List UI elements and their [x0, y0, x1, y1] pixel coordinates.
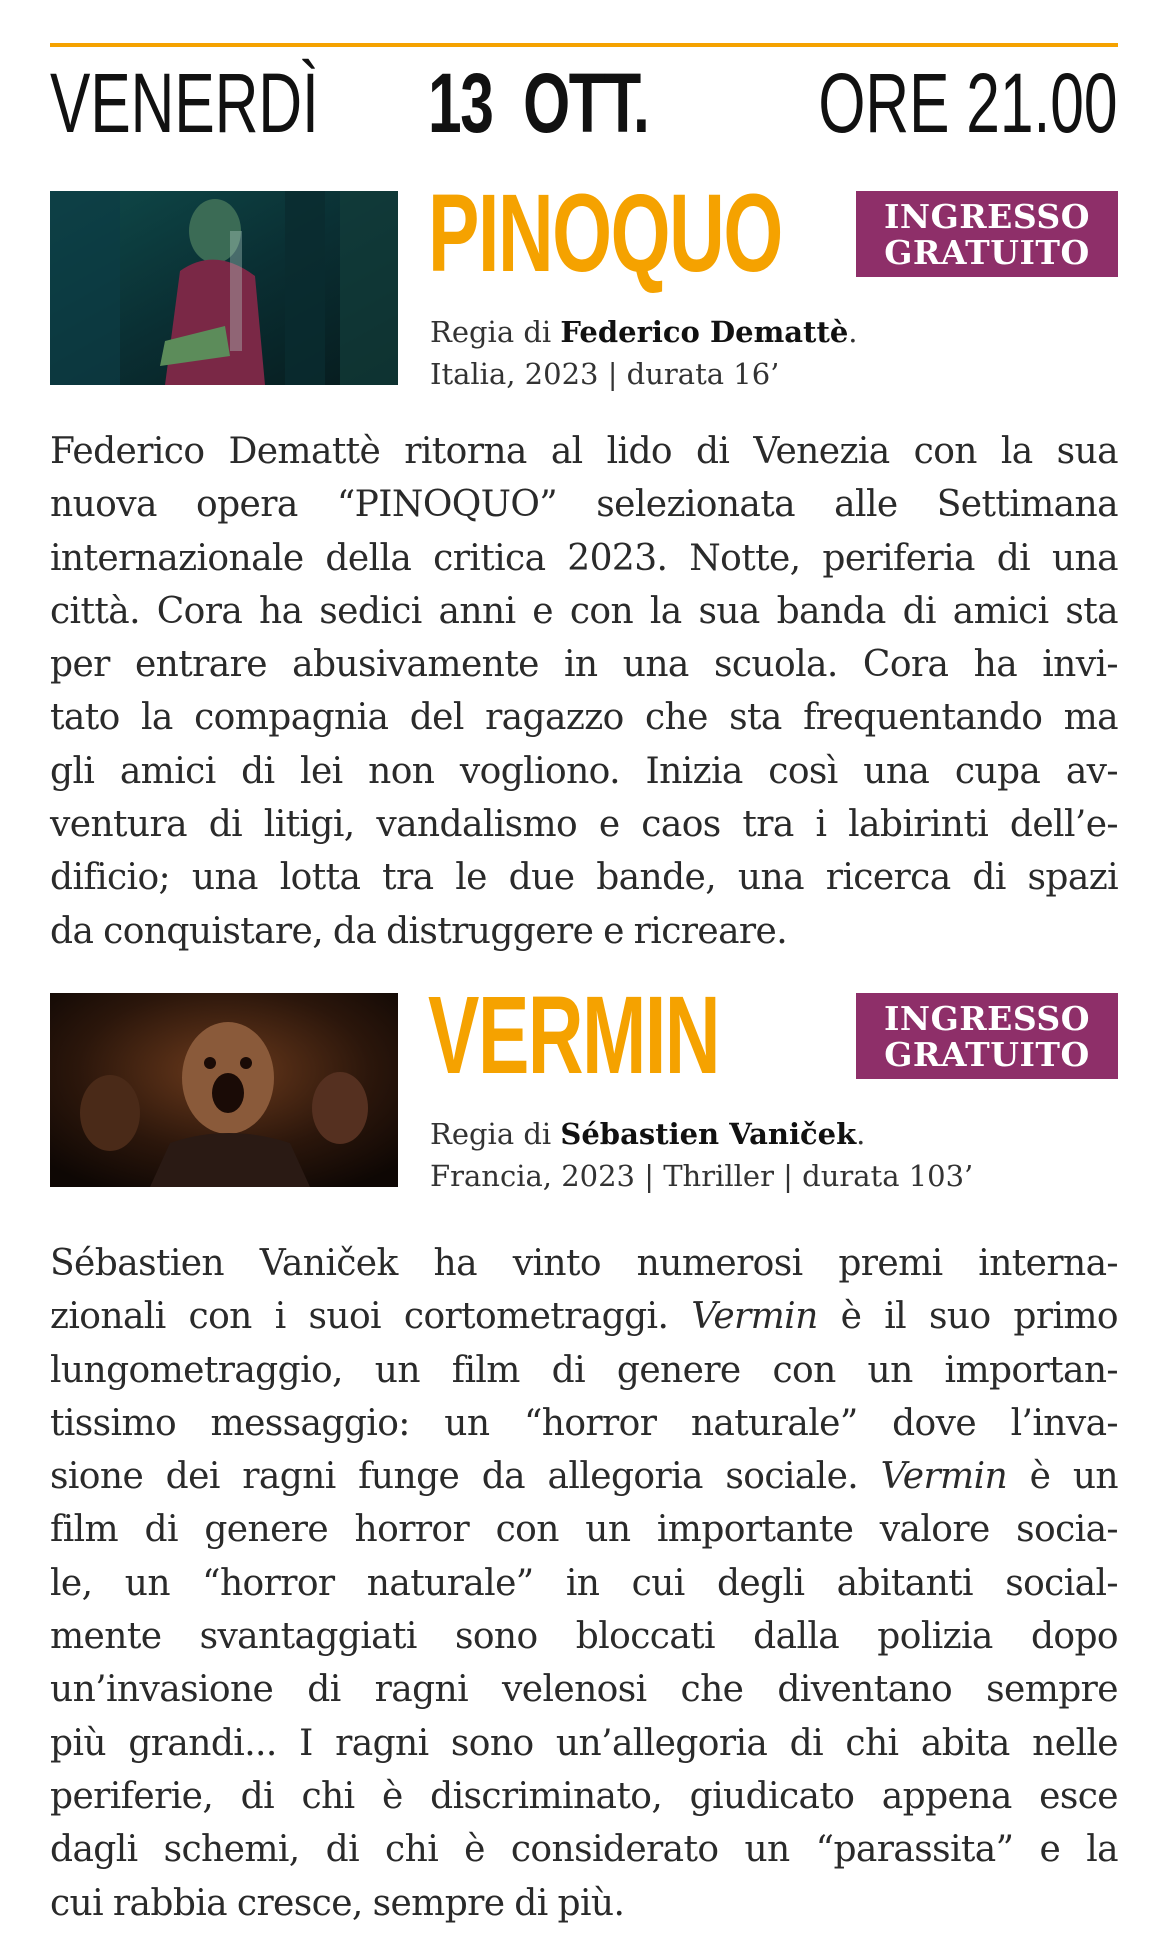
- synopsis-line: più grandi... I ragni sono un’allegoria di chi abita nelle: [50, 1722, 1118, 1764]
- badge-line-1: INGRESSO: [883, 999, 1091, 1038]
- director-line: [430, 1113, 973, 1155]
- director-suffix: .: [856, 1117, 866, 1151]
- film-still-pinoquo: [50, 191, 398, 385]
- synopsis-line: mente svantaggiati sono bloccati dalla polizia dopo: [50, 1616, 1118, 1658]
- film-title: VERMIN: [428, 974, 720, 1097]
- film-synopsis-vermin: [50, 1237, 1118, 1930]
- synopsis-line: tato la compagnia del ragazzo che sta frequentando ma: [50, 697, 1118, 739]
- synopsis-line: periferie, di chi è discriminato, giudicato appena esce: [50, 1775, 1118, 1817]
- synopsis-line: dagli schemi, di chi è considerato un “parassita” e la: [50, 1829, 1118, 1871]
- film-details: Francia, 2023 | Thriller | durata 103’: [430, 1159, 974, 1193]
- director-name: Sébastien Vaniček: [560, 1117, 857, 1151]
- synopsis-line: gli amici di lei non vogliono. Inizia così una cupa av-: [50, 750, 1118, 792]
- synopsis-line: cui rabbia cresce, sempre di più.: [50, 1882, 625, 1924]
- synopsis-line: da conquistare, da distruggere e ricreare.: [50, 910, 788, 952]
- synopsis-segment: zionali con i suoi cortometraggi.: [50, 1296, 669, 1338]
- film-credits: [430, 311, 858, 395]
- synopsis-line: lungometraggio, un film di genere con un importan-: [50, 1349, 1118, 1391]
- director-prefix: Regia di: [430, 315, 561, 349]
- synopsis-line: film di genere horror con un importante valore socia-: [50, 1509, 1118, 1551]
- film-details: Italia, 2023 | durata 16’: [430, 357, 780, 391]
- badge-line-1: INGRESSO: [883, 197, 1091, 236]
- film-synopsis-pinoquo: [50, 425, 1118, 958]
- director-prefix: Regia di: [430, 1117, 561, 1151]
- synopsis-line: ventura di litigi, vandalismo e caos tra i labirinti dell’e-: [50, 804, 1118, 846]
- event-date: 13 OTT.: [428, 56, 649, 150]
- event-day: VENERDÌ: [50, 56, 319, 150]
- event-time: ORE 21.00: [818, 56, 1118, 150]
- synopsis-line: Sébastien Vaniček ha vinto numerosi premi interna-: [50, 1243, 1118, 1284]
- synopsis-line: per entrare abusivamente in una scuola. Cora ha invi-: [50, 644, 1118, 686]
- top-rule: [50, 43, 1118, 47]
- synopsis-line: nuova opera “PINOQUO” selezionata alle Settimana: [50, 484, 1118, 526]
- film-credits: [430, 1113, 973, 1197]
- director-name: Federico Demattè: [560, 315, 849, 349]
- synopsis-line: [50, 1290, 1118, 1343]
- synopsis-line: città. Cora ha sedici anni e con la sua banda di amici sta: [50, 590, 1118, 632]
- free-entry-badge: [856, 993, 1118, 1079]
- director-suffix: .: [848, 315, 858, 349]
- film-title: PINOQUO: [428, 172, 782, 295]
- free-entry-badge: [856, 191, 1118, 277]
- date-header: [50, 58, 1118, 148]
- synopsis-line: tissimo messaggio: un “horror naturale” dove l’inva-: [50, 1402, 1118, 1444]
- synopsis-segment: sione dei ragni funge da allegoria sociale.: [50, 1456, 859, 1498]
- synopsis-line: internazionale della critica 2023. Notte, periferia di una: [50, 537, 1118, 579]
- film-title-italic: Vermin: [691, 1296, 818, 1338]
- synopsis-line: Federico Demattè ritorna al lido di Venezia con la sua: [50, 431, 1118, 472]
- badge-line-2: GRATUITO: [884, 1035, 1090, 1074]
- synopsis-segment: è un: [1029, 1456, 1118, 1498]
- film-still-vermin: [50, 993, 398, 1187]
- synopsis-segment: è il suo primo: [840, 1296, 1119, 1338]
- badge-line-2: GRATUITO: [884, 233, 1090, 272]
- synopsis-line: dificio; una lotta tra le due bande, una ricerca di spazi: [50, 857, 1118, 899]
- film-title-italic: Vermin: [880, 1456, 1008, 1498]
- synopsis-line: le, un “horror naturale” in cui degli abitanti social-: [50, 1562, 1118, 1604]
- synopsis-line: [50, 1450, 1118, 1503]
- synopsis-line: un’invasione di ragni velenosi che diventano sempre: [50, 1669, 1118, 1711]
- director-line: [430, 311, 858, 353]
